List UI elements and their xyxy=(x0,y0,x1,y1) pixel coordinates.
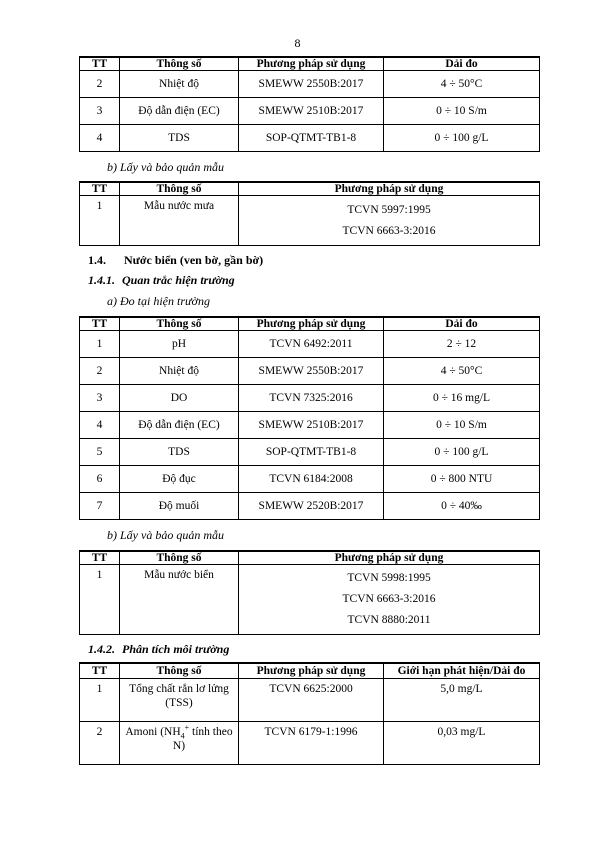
table-header-row xyxy=(80,317,540,331)
table-header-row xyxy=(80,182,540,196)
cell-method: TCVN 6179-1:1996 xyxy=(239,722,384,765)
cell-range: 0 ÷ 100 g/L xyxy=(384,439,540,466)
param-superscript: + xyxy=(184,723,190,733)
table-header-row xyxy=(80,57,540,71)
cell-range: 2 ÷ 12 xyxy=(384,331,540,358)
section-number: 1.4. xyxy=(88,253,106,267)
cell-tt: 5 xyxy=(80,439,120,466)
cell-range: 0 ÷ 10 S/m xyxy=(384,98,540,125)
cell-tt: 1 xyxy=(80,565,120,635)
section-heading-1-4-2 xyxy=(88,642,229,657)
table-row xyxy=(80,412,540,439)
cell-tt: 6 xyxy=(80,466,120,493)
table-row xyxy=(80,385,540,412)
cell-parameter: Nhiệt độ xyxy=(120,71,239,98)
cell-parameter: Mẫu nước mưa xyxy=(120,196,239,246)
table-field-measurement-sea xyxy=(79,316,540,520)
cell-limit: 0,03 mg/L xyxy=(384,722,540,765)
header-method: Phương pháp sử dụng xyxy=(239,182,540,196)
header-method: Phương pháp sử dụng xyxy=(239,663,384,679)
table-field-measurement-cont xyxy=(79,56,540,152)
cell-method: SMEWW 2510B:2017 xyxy=(239,98,384,125)
method-line: TCVN 8880:2011 xyxy=(347,614,431,626)
table-sampling-rain xyxy=(79,181,540,246)
param-subscript: 4 xyxy=(180,731,185,741)
section-number: 1.4.1. xyxy=(88,273,115,287)
cell-tt: 3 xyxy=(80,385,120,412)
param-text: Amoni (NH xyxy=(125,726,181,738)
table-row xyxy=(80,679,540,722)
table-row xyxy=(80,722,540,765)
cell-parameter: pH xyxy=(120,331,239,358)
cell-method: SMEWW 2550B:2017 xyxy=(239,358,384,385)
cell-parameter: DO xyxy=(120,385,239,412)
table-row xyxy=(80,466,540,493)
header-range: Dải đo xyxy=(384,57,540,71)
cell-method: TCVN 7325:2016 xyxy=(239,385,384,412)
cell-parameter: Tổng chất rắn lơ lửng (TSS) xyxy=(120,679,239,722)
cell-method: TCVN 6184:2008 xyxy=(239,466,384,493)
cell-method: TCVN 6492:2011 xyxy=(239,331,384,358)
table-row xyxy=(80,98,540,125)
header-limit: Giới hạn phát hiện/Dải đo xyxy=(384,663,540,679)
cell-range: 0 ÷ 10 S/m xyxy=(384,412,540,439)
cell-parameter: Nhiệt độ xyxy=(120,358,239,385)
cell-method: SOP-QTMT-TB1-8 xyxy=(239,439,384,466)
cell-method: SMEWW 2510B:2017 xyxy=(239,412,384,439)
section-number: 1.4.2. xyxy=(88,642,115,656)
cell-range: 4 ÷ 50°C xyxy=(384,358,540,385)
cell-parameter: TDS xyxy=(120,439,239,466)
cell-parameter: TDS xyxy=(120,125,239,152)
header-parameter: Thông số xyxy=(120,57,239,71)
table-row xyxy=(80,565,540,635)
header-tt: TT xyxy=(80,57,120,71)
cell-method: TCVN 6625:2000 xyxy=(239,679,384,722)
header-tt: TT xyxy=(80,317,120,331)
table-header-row xyxy=(80,551,540,565)
section-heading-1-4-1 xyxy=(88,273,235,288)
cell-tt: 4 xyxy=(80,412,120,439)
header-parameter: Thông số xyxy=(120,182,239,196)
method-line: TCVN 5997:1995 xyxy=(347,203,431,216)
cell-tt: 3 xyxy=(80,98,120,125)
param-text: tính theo N) xyxy=(172,726,233,752)
header-tt: TT xyxy=(80,663,120,679)
header-parameter: Thông số xyxy=(120,317,239,331)
table-row xyxy=(80,331,540,358)
table-header-row xyxy=(80,663,540,679)
header-tt: TT xyxy=(80,551,120,565)
cell-limit: 5,0 mg/L xyxy=(384,679,540,722)
cell-parameter: Mẫu nước biển xyxy=(120,565,239,635)
table-row xyxy=(80,196,540,246)
cell-method: SOP-QTMT-TB1-8 xyxy=(239,125,384,152)
header-tt: TT xyxy=(80,182,120,196)
cell-parameter: Độ đục xyxy=(120,466,239,493)
section-title: Phân tích môi trường xyxy=(122,642,230,656)
section-heading-1-4 xyxy=(88,253,263,268)
cell-range: 0 ÷ 40‰ xyxy=(384,493,540,520)
header-range: Dải đo xyxy=(384,317,540,331)
table-row xyxy=(80,71,540,98)
header-parameter: Thông số xyxy=(120,663,239,679)
cell-range: 0 ÷ 800 NTU xyxy=(384,466,540,493)
header-method: Phương pháp sử dụng xyxy=(239,57,384,71)
table-row xyxy=(80,439,540,466)
caption-sampling-rain: b) Lấy và bảo quản mẫu xyxy=(107,160,224,174)
cell-parameter: Độ dẫn điện (EC) xyxy=(120,98,239,125)
cell-tt: 2 xyxy=(80,722,120,765)
cell-tt: 1 xyxy=(80,196,120,246)
method-line: TCVN 6663-3:2016 xyxy=(342,593,436,605)
caption-sampling-sea: b) Lấy và bảo quản mẫu xyxy=(107,528,224,542)
section-title: Quan trắc hiện trường xyxy=(122,273,235,287)
method-line: TCVN 5998:1995 xyxy=(347,572,431,584)
cell-parameter xyxy=(120,722,239,765)
table-row xyxy=(80,358,540,385)
cell-tt: 1 xyxy=(80,331,120,358)
cell-tt: 7 xyxy=(80,493,120,520)
caption-field-measurement: a) Đo tại hiện trường xyxy=(107,294,210,308)
cell-range: 0 ÷ 100 g/L xyxy=(384,125,540,152)
table-row xyxy=(80,493,540,520)
section-title: Nước biển (ven bờ, gần bờ) xyxy=(124,253,264,267)
cell-methods xyxy=(239,565,540,635)
table-environment-analysis xyxy=(79,662,540,765)
page-number: 8 xyxy=(294,36,301,50)
table-row xyxy=(80,125,540,152)
table-sampling-sea xyxy=(79,550,540,635)
cell-parameter: Độ dẫn điện (EC) xyxy=(120,412,239,439)
cell-range: 4 ÷ 50°C xyxy=(384,71,540,98)
cell-methods xyxy=(239,196,540,246)
header-method: Phương pháp sử dụng xyxy=(239,317,384,331)
header-parameter: Thông số xyxy=(120,551,239,565)
cell-method: SMEWW 2520B:2017 xyxy=(239,493,384,520)
cell-tt: 2 xyxy=(80,71,120,98)
method-line: TCVN 6663-3:2016 xyxy=(342,224,436,237)
cell-tt: 2 xyxy=(80,358,120,385)
cell-tt: 4 xyxy=(80,125,120,152)
cell-tt: 1 xyxy=(80,679,120,722)
header-method: Phương pháp sử dụng xyxy=(239,551,540,565)
cell-method: SMEWW 2550B:2017 xyxy=(239,71,384,98)
cell-range: 0 ÷ 16 mg/L xyxy=(384,385,540,412)
cell-parameter: Độ muối xyxy=(120,493,239,520)
